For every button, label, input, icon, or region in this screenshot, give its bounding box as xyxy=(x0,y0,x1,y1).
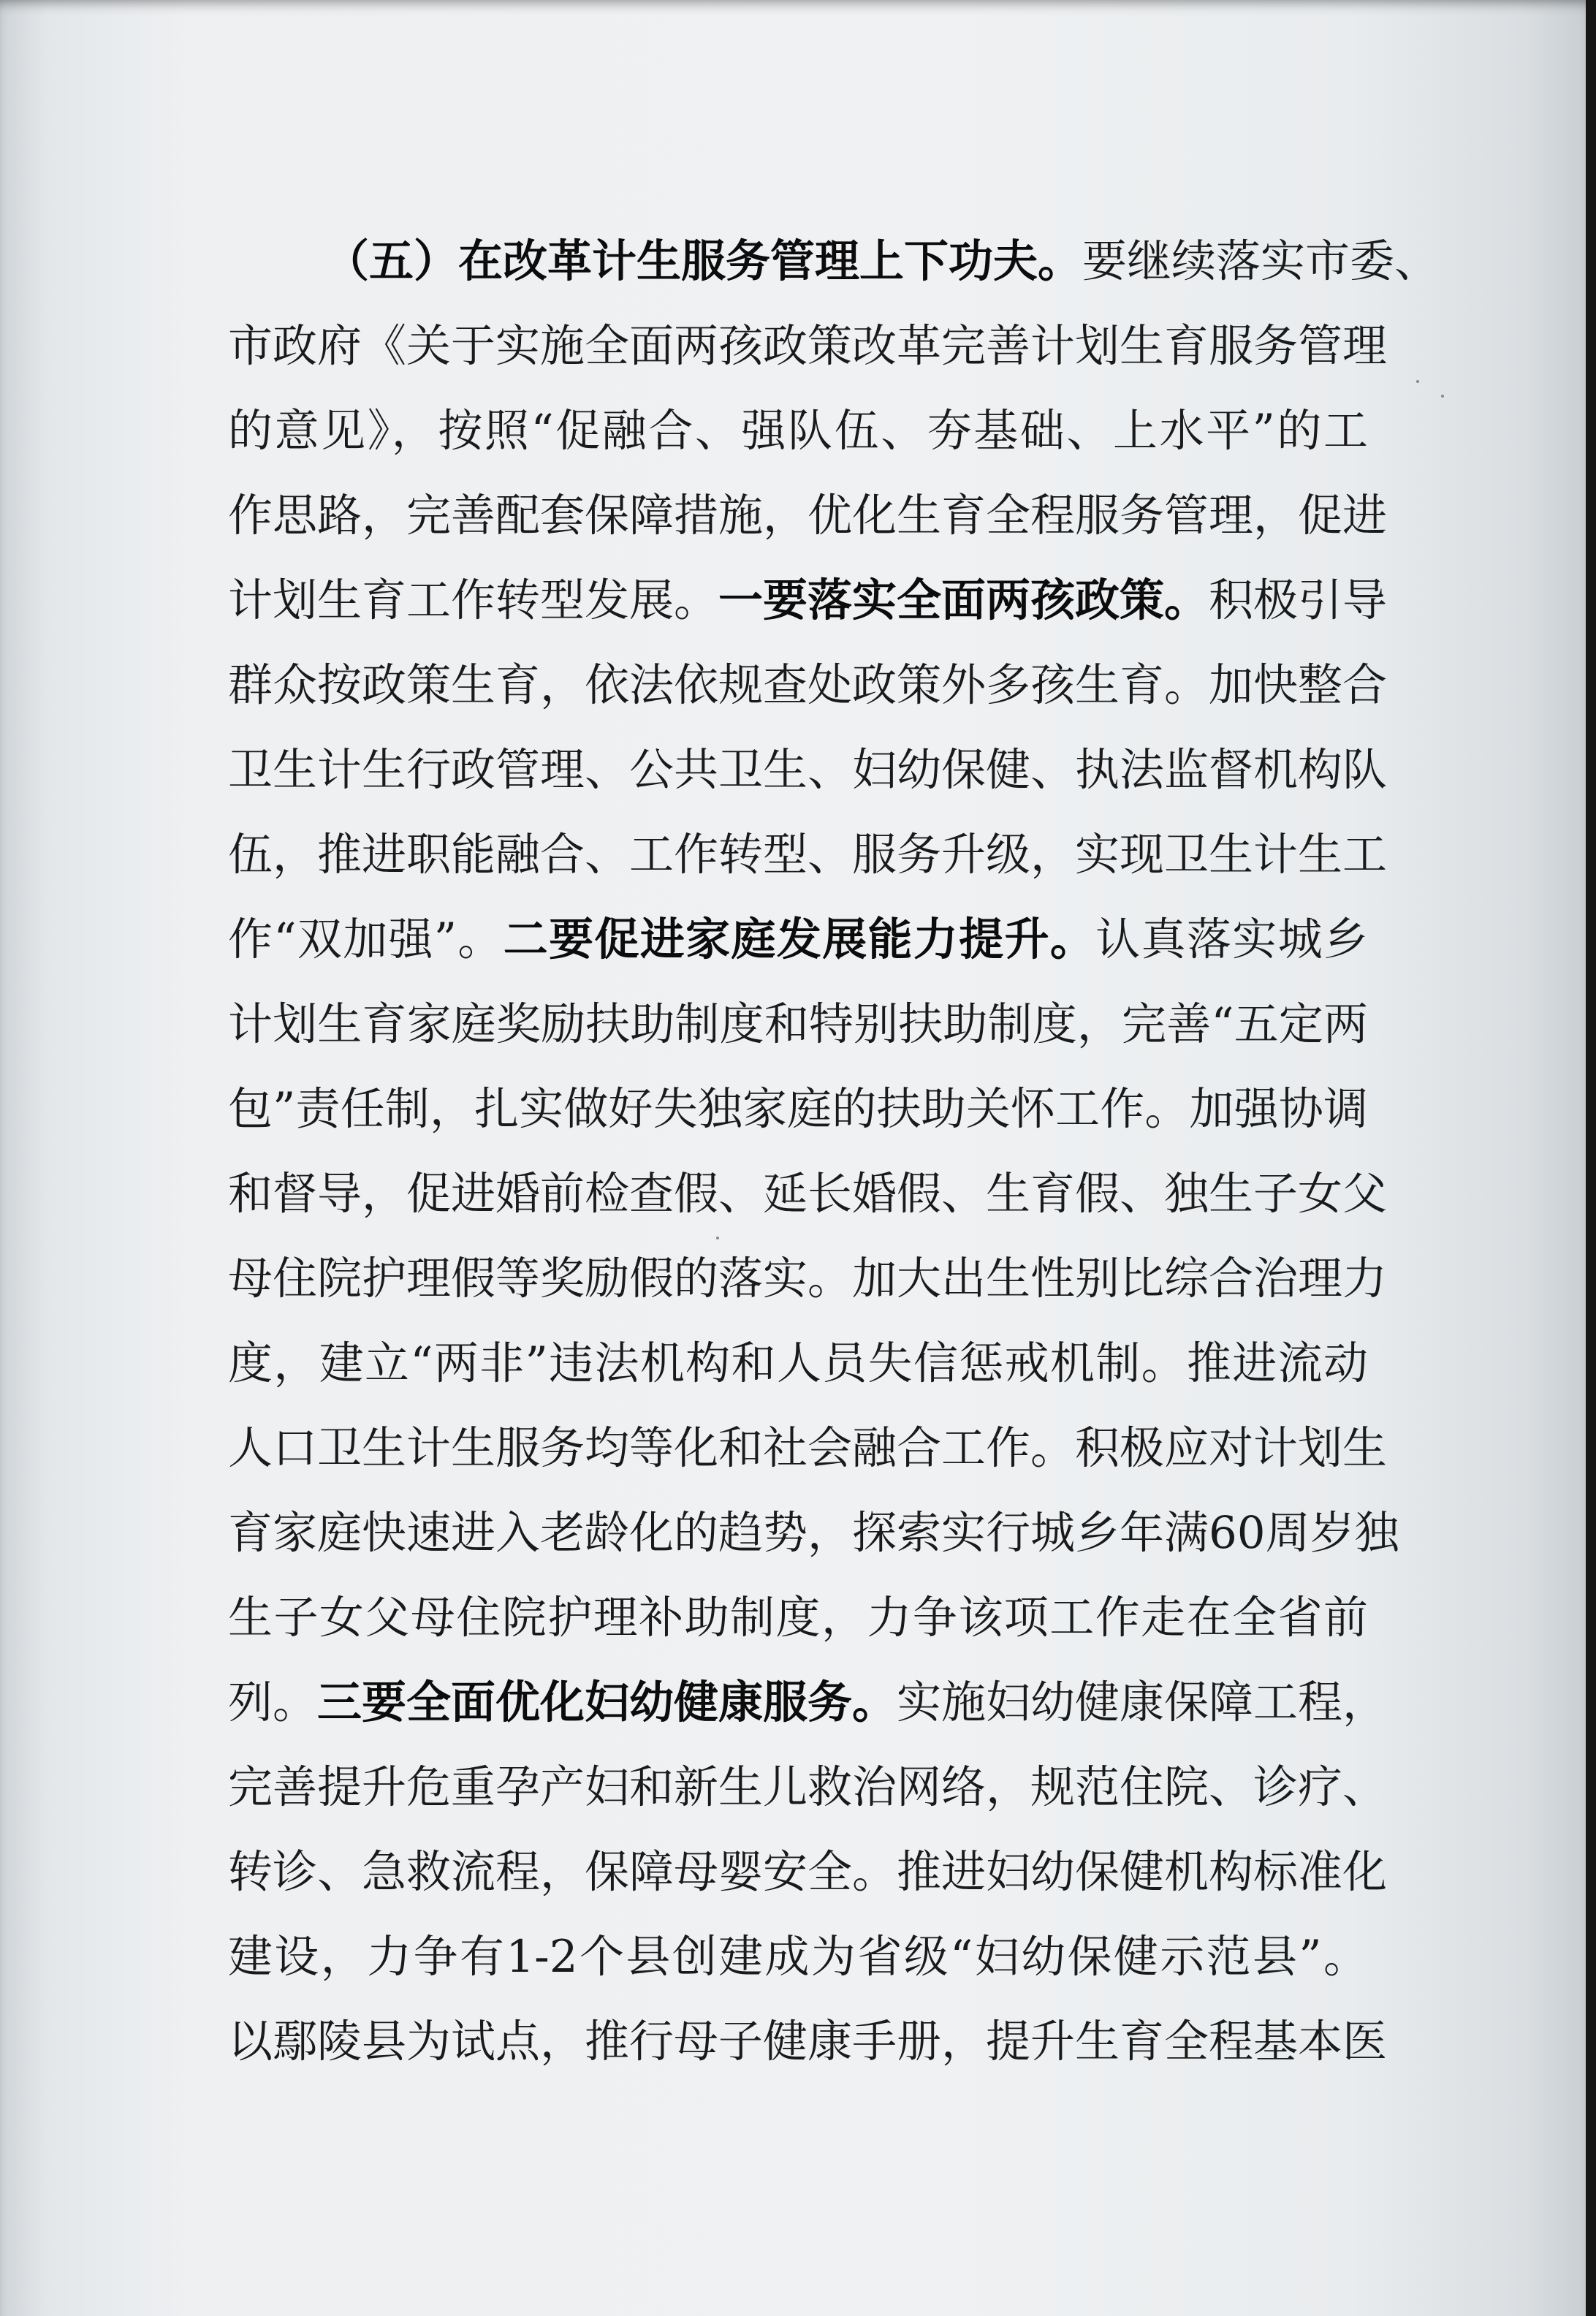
text-line xyxy=(228,2000,1388,2084)
text-run: 实施妇幼健康保障工程， xyxy=(897,1677,1388,1728)
text-run: 计划生育工作转型发展。 xyxy=(228,574,719,626)
bold-phrase: 一要落实全面两孩政策。 xyxy=(718,574,1209,626)
text-line xyxy=(228,1660,1388,1745)
text-run: 积极引导 xyxy=(1209,574,1388,626)
text-run: 人口卫生计生服务均等化和社会融合工作。积极应对计划生 xyxy=(228,1422,1388,1474)
body-text xyxy=(228,219,1440,2084)
text-run: 建设，力争有1-2个县创建成为省级“妇幼保健示范县”。 xyxy=(228,1931,1368,1983)
text-line xyxy=(228,1321,1368,1406)
text-line xyxy=(228,1067,1368,1152)
page-edge-shadow xyxy=(1586,0,1596,2316)
text-line xyxy=(228,1830,1388,1915)
text-line xyxy=(228,1745,1388,1830)
text-run: 市政府《关于实施全面两孩政策改革完善计划生育服务管理 xyxy=(228,320,1388,372)
text-line xyxy=(228,643,1388,728)
text-line xyxy=(228,982,1368,1067)
text-line xyxy=(228,558,1388,643)
text-line xyxy=(228,1491,1399,1576)
text-line xyxy=(228,1237,1388,1321)
text-run: 要继续落实市委、 xyxy=(1082,235,1440,287)
bold-phrase: 三要全面优化妇幼健康服务。 xyxy=(317,1677,897,1728)
text-run: 的意见》，按照“促融合、强队伍、夯基础、上水平”的工 xyxy=(228,405,1368,457)
text-run: 母住院护理假等奖励假的落实。加大出生性别比综合治理力 xyxy=(228,1253,1388,1305)
text-run: 列。 xyxy=(228,1677,318,1728)
text-run: 度，建立“两非”违法机构和人员失信惩戒机制。推进流动 xyxy=(228,1337,1368,1389)
text-run: 计划生育家庭奖励扶助制度和特别扶助制度，完善“五定两 xyxy=(228,998,1368,1050)
text-line xyxy=(228,813,1388,897)
text-run: 完善提升危重孕产妇和新生儿救治网络，规范住院、诊疗、 xyxy=(228,1761,1388,1813)
text-run: 生子女父母住院护理补助制度，力争该项工作走在全省前 xyxy=(228,1592,1368,1644)
text-line xyxy=(228,728,1388,813)
text-run: 卫生计生行政管理、公共卫生、妇幼保健、执法监督机构队 xyxy=(228,744,1388,796)
text-run: 伍，推进职能融合、工作转型、服务升级，实现卫生计生工 xyxy=(228,829,1388,881)
text-line xyxy=(228,1915,1368,2000)
text-line xyxy=(228,389,1368,474)
speck xyxy=(1441,395,1444,398)
text-run: 作思路，完善配套保障措施，优化生育全程服务管理，促进 xyxy=(228,490,1388,542)
text-run: 认真落实城乡 xyxy=(1095,914,1368,965)
text-run: 群众按政策生育，依法依规查处政策外多孩生育。加快整合 xyxy=(228,659,1388,711)
text-run: 和督导，促进婚前检查假、延长婚假、生育假、独生子女父 xyxy=(228,1168,1388,1220)
speck xyxy=(716,1237,719,1239)
text-line xyxy=(228,474,1388,558)
text-line xyxy=(228,1152,1388,1237)
text-run: 作“双加强”。 xyxy=(228,914,503,965)
bold-phrase: （五）在改革计生服务管理上下功夫。 xyxy=(324,235,1083,287)
text-line xyxy=(228,219,1440,304)
text-line xyxy=(228,1406,1388,1491)
text-line xyxy=(228,897,1368,982)
bold-phrase: 二要促进家庭发展能力提升。 xyxy=(503,914,1096,965)
text-run: 以鄢陵县为试点，推行母子健康手册，提升生育全程基本医 xyxy=(228,2016,1388,2068)
text-run: 育家庭快速进入老龄化的趋势，探索实行城乡年满60周岁独 xyxy=(228,1507,1399,1559)
text-run: 转诊、急救流程，保障母婴安全。推进妇幼保健机构标准化 xyxy=(228,1846,1388,1898)
speck xyxy=(1416,380,1419,383)
text-line xyxy=(228,304,1388,389)
text-line xyxy=(228,1576,1368,1660)
text-run: 包”责任制，扎实做好失独家庭的扶助关怀工作。加强协调 xyxy=(228,1083,1368,1135)
